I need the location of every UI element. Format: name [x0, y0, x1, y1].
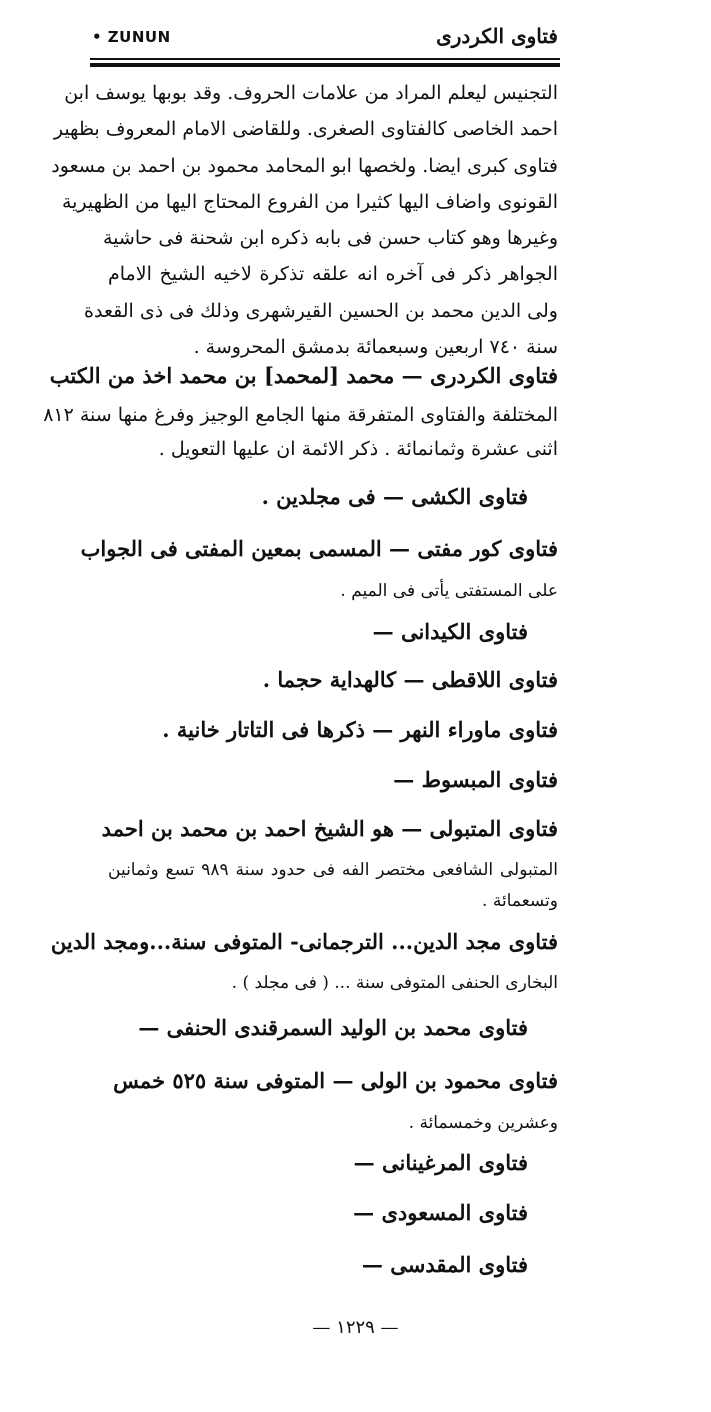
entry-heading: فتاوى الكردرى — محمد [لمحمد] بن محمد اخذ من الكتب — [49, 363, 558, 388]
text-line: المختلفة والفتاوى المتفرقة منها الجامع الوجيز وفرغ منها سنة ٨١٢ — [43, 404, 558, 426]
entry-heading: فتاوى ماوراء النهر — ذكرها فى التاتار خانية . — [162, 717, 558, 742]
entry-heading: فتاوى المسعودى — — [353, 1200, 528, 1225]
text-line: وتسعمائة . — [482, 891, 558, 911]
entry-heading: فتاوى المرغينانى — — [353, 1150, 528, 1175]
page-number: — ١٢٢٩ — — [312, 1317, 399, 1338]
text-line: اثنى عشرة وثمانمائة . ذكر الائمة ان عليها التعويل . — [158, 438, 558, 460]
entry-heading: فتاوى المقدسى — — [361, 1252, 528, 1277]
entry-heading: فتاوى مجد الدين... الترجمانى- المتوفى سنة...ومجد الدين — [50, 929, 558, 954]
text-line: احمد الخاصى كالفتاوى الصغرى. وللقاضى الامام المعروف بظهير — [53, 118, 558, 140]
entry-heading: فتاوى محمود بن الولى — المتوفى سنة ٥٢٥ خمس — [113, 1068, 558, 1093]
running-header — [92, 24, 558, 54]
text-line: البخارى الحنفى المتوفى سنة ... ( فى مجلد ) . — [231, 973, 558, 993]
text-line: فتاوى كبرى ايضا. ولخصها ابو المحامد محمود بن احمد بن مسعود — [51, 155, 558, 177]
header-title: فتاوى الكردرى — [436, 24, 558, 48]
entry-heading: فتاوى محمد بن الوليد السمرقندى الحنفى — — [138, 1015, 528, 1040]
text-line: على المستفتى يأتى فى الميم . — [340, 581, 558, 601]
entry-heading: فتاوى اللاقطى — كالهداية حجما . — [262, 667, 558, 692]
text-line: سنة ٧٤٠ اربعين وسبعمائة بدمشق المحروسة . — [193, 336, 558, 358]
text-line: الجواهر ذكر فى آخره انه علقه تذكرة لاخيه الشيخ الامام — [108, 263, 558, 285]
header-left-text: • ZUNUN — [92, 28, 171, 46]
entry-heading: فتاوى الكشى — فى مجلدين . — [261, 484, 528, 509]
text-line: القونوى واضاف اليها كثيرا من الفروع المحتاج اليها من الظهيرية — [61, 191, 558, 213]
text-line: وغيرها وهو كتاب حسن فى بابه ذكره ابن شحنة فى حاشية — [103, 227, 558, 249]
entry-heading: فتاوى كور مفتى — المسمى بمعين المفتى فى الجواب — [80, 536, 558, 561]
entry-heading: فتاوى المبسوط — — [393, 767, 558, 792]
header-rule-thin — [90, 58, 560, 60]
header-rule-thick — [90, 63, 560, 67]
entry-heading: فتاوى المتبولى — هو الشيخ احمد بن محمد بن احمد — [101, 816, 558, 841]
entry-heading: فتاوى الكيدانى — — [372, 619, 528, 644]
text-line: وعشرين وخمسمائة . — [408, 1113, 558, 1133]
text-line: ولى الدين محمد بن الحسين القيرشهرى وذلك فى ذى القعدة — [84, 300, 558, 322]
text-line: المتبولى الشافعى مختصر الفه فى حدود سنة ٩٨٩ تسع وثمانين — [108, 860, 558, 880]
text-line: التجنيس ليعلم المراد من علامات الحروف. وقد بوبها يوسف ابن — [64, 82, 558, 104]
